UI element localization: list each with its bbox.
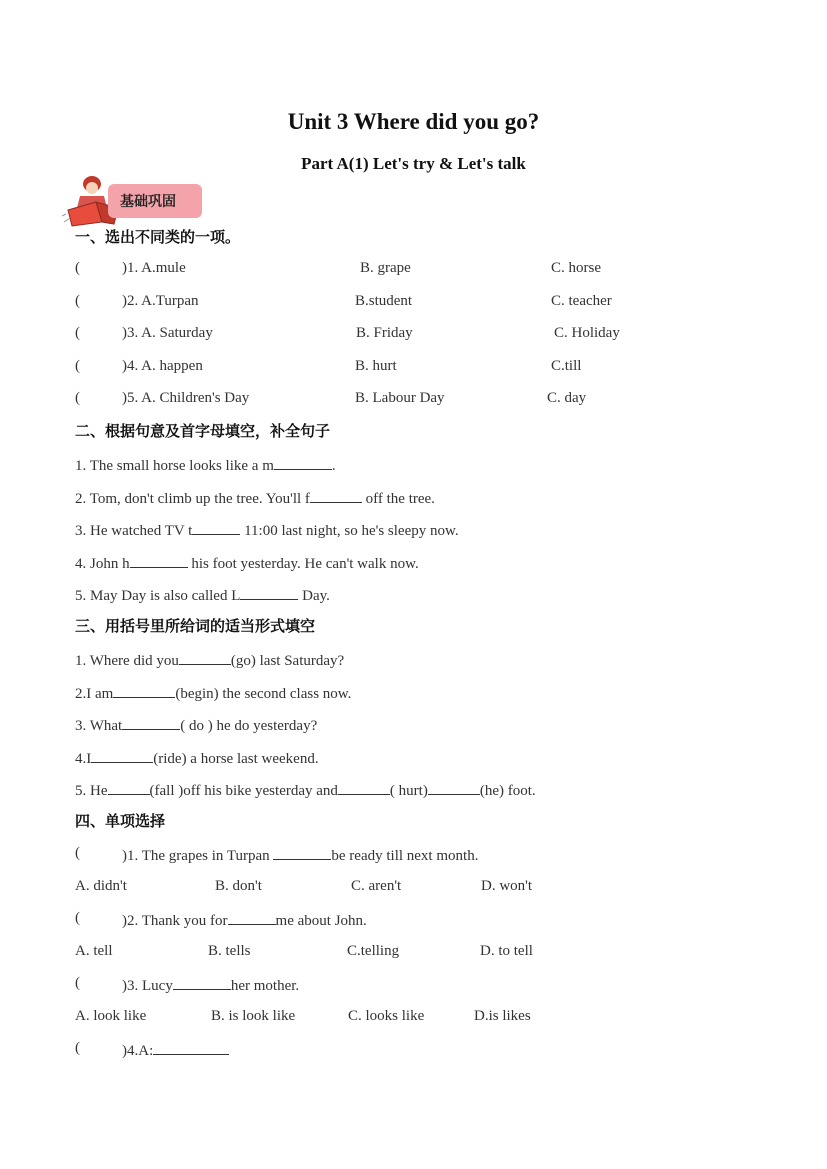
option-s4-1-d: D. won't: [481, 878, 533, 894]
answer-blank[interactable]: [273, 845, 331, 860]
paren-open: (: [75, 390, 80, 406]
answer-blank[interactable]: [122, 715, 180, 730]
question-text: ( hurt): [389, 783, 428, 799]
question-text: )2. Thank you for: [122, 913, 228, 929]
question-text: 2.I am: [75, 686, 114, 702]
question-text: be ready till next month.: [331, 848, 479, 864]
section-heading-3: 三、用括号里所给词的适当形式填空: [75, 617, 316, 635]
question-s1-5: )5. A. Children's Day: [122, 390, 250, 406]
question-text: 5. He: [75, 783, 108, 799]
question-s4-1: [122, 845, 478, 865]
answer-blank[interactable]: [310, 488, 362, 503]
paren-open: (: [75, 975, 80, 991]
option-s4-2-b: B. tells: [208, 943, 251, 959]
answer-blank[interactable]: [274, 455, 332, 470]
question-text: (go) last Saturday?: [230, 653, 345, 669]
question-text: 5. May Day is also called L: [75, 588, 241, 604]
section-heading-2: 二、根据句意及首字母填空，补全句子: [75, 422, 331, 440]
answer-blank[interactable]: [91, 748, 153, 763]
answer-blank[interactable]: [108, 780, 150, 795]
question-text: 4.I: [75, 751, 92, 767]
question-text: 11:00 last night, so he's sleepy now.: [240, 523, 459, 539]
question-s3-1: [75, 650, 344, 670]
option-s4-3-c: C. looks like: [348, 1008, 425, 1024]
question-s4-4: [122, 1040, 229, 1060]
option-s4-1-a: A. didn't: [75, 878, 127, 894]
question-s2-5: [75, 585, 330, 605]
paren-open: (: [75, 358, 80, 374]
question-s2-1: [75, 455, 336, 475]
question-text: 3. He watched TV t: [75, 523, 193, 539]
question-s3-5: [75, 780, 536, 800]
question-text: 4. John h: [75, 556, 130, 572]
question-s1-3: )3. A. Saturday: [122, 325, 213, 341]
paren-open: (: [75, 845, 80, 861]
question-text: (he) foot.: [479, 783, 536, 799]
option-s1-3-c: C. Holiday: [554, 325, 620, 341]
option-s4-3-b: B. is look like: [211, 1008, 296, 1024]
option-s1-5-b: B. Labour Day: [355, 390, 445, 406]
question-s3-4: [75, 748, 319, 768]
question-s2-2: [75, 488, 435, 508]
answer-blank[interactable]: [240, 585, 298, 600]
question-text: )3. Lucy: [122, 978, 173, 994]
question-s3-3: [75, 715, 317, 735]
question-text: me about John.: [275, 913, 367, 929]
question-text: .: [331, 458, 336, 474]
question-s2-3: [75, 520, 459, 540]
option-s1-1-c: C. horse: [551, 260, 601, 276]
question-text: his foot yesterday. He can't walk now.: [187, 556, 419, 572]
question-text: )1. The grapes in Turpan: [122, 848, 274, 864]
question-text: 3. What: [75, 718, 123, 734]
option-s4-2-a: A. tell: [75, 943, 113, 959]
page-subtitle: Part A(1) Let's try & Let's talk: [301, 154, 526, 173]
paren-open: (: [75, 293, 80, 309]
question-text: (ride) a horse last weekend.: [153, 751, 319, 767]
option-s4-2-c: C.telling: [347, 943, 400, 959]
question-s4-3: [122, 975, 299, 995]
question-text: her mother.: [230, 978, 300, 994]
section-heading-1: 一、选出不同类的一项。: [75, 228, 241, 246]
option-s1-5-c: C. day: [547, 390, 587, 406]
question-s4-2: [122, 910, 367, 930]
option-s4-3-a: A. look like: [75, 1008, 147, 1024]
question-text: 1. Where did you: [75, 653, 179, 669]
section-heading-4: 四、单项选择: [75, 812, 166, 830]
option-s1-2-c: C. teacher: [551, 293, 612, 309]
question-s1-1: )1. A.mule: [122, 260, 186, 276]
option-s4-1-c: C. aren't: [351, 878, 402, 894]
option-s1-2-b: B.student: [355, 293, 413, 309]
option-s4-3-d: D.is likes: [474, 1008, 531, 1024]
option-s1-4-c: C.till: [551, 358, 582, 374]
option-s1-3-b: B. Friday: [356, 325, 413, 341]
paren-open: (: [75, 260, 80, 276]
question-text: ( do ) he do yesterday?: [180, 718, 318, 734]
option-s1-1-b: B. grape: [360, 260, 411, 276]
option-s1-4-b: B. hurt: [355, 358, 397, 374]
answer-blank[interactable]: [173, 975, 231, 990]
question-s2-4: [75, 553, 419, 573]
option-s4-2-d: D. to tell: [480, 943, 533, 959]
question-text: )4.A:: [122, 1043, 154, 1059]
answer-blank[interactable]: [338, 780, 390, 795]
question-text: 1. The small horse looks like a m: [75, 458, 274, 474]
paren-open: (: [75, 910, 80, 926]
paren-open: (: [75, 1040, 80, 1056]
badge-label: 基础巩固: [120, 194, 176, 210]
question-text: Day.: [298, 588, 330, 604]
question-text: off the tree.: [361, 491, 435, 507]
answer-blank[interactable]: [113, 683, 175, 698]
question-text: 2. Tom, don't climb up the tree. You'll f: [75, 491, 310, 507]
answer-blank[interactable]: [228, 910, 276, 925]
answer-blank[interactable]: [130, 553, 188, 568]
paren-open: (: [75, 325, 80, 341]
question-text: (fall )off his bike yesterday and: [149, 783, 338, 799]
answer-blank[interactable]: [428, 780, 480, 795]
section-badge: [108, 184, 202, 218]
question-s3-2: [75, 683, 351, 703]
answer-blank[interactable]: [179, 650, 231, 665]
option-s4-1-b: B. don't: [215, 878, 262, 894]
page-title: Unit 3 Where did you go?: [287, 109, 540, 134]
answer-blank[interactable]: [153, 1040, 229, 1055]
question-text: (begin) the second class now.: [175, 686, 352, 702]
answer-blank[interactable]: [192, 520, 240, 535]
question-s1-4: )4. A. happen: [122, 358, 203, 374]
question-s1-2: )2. A.Turpan: [122, 293, 199, 309]
